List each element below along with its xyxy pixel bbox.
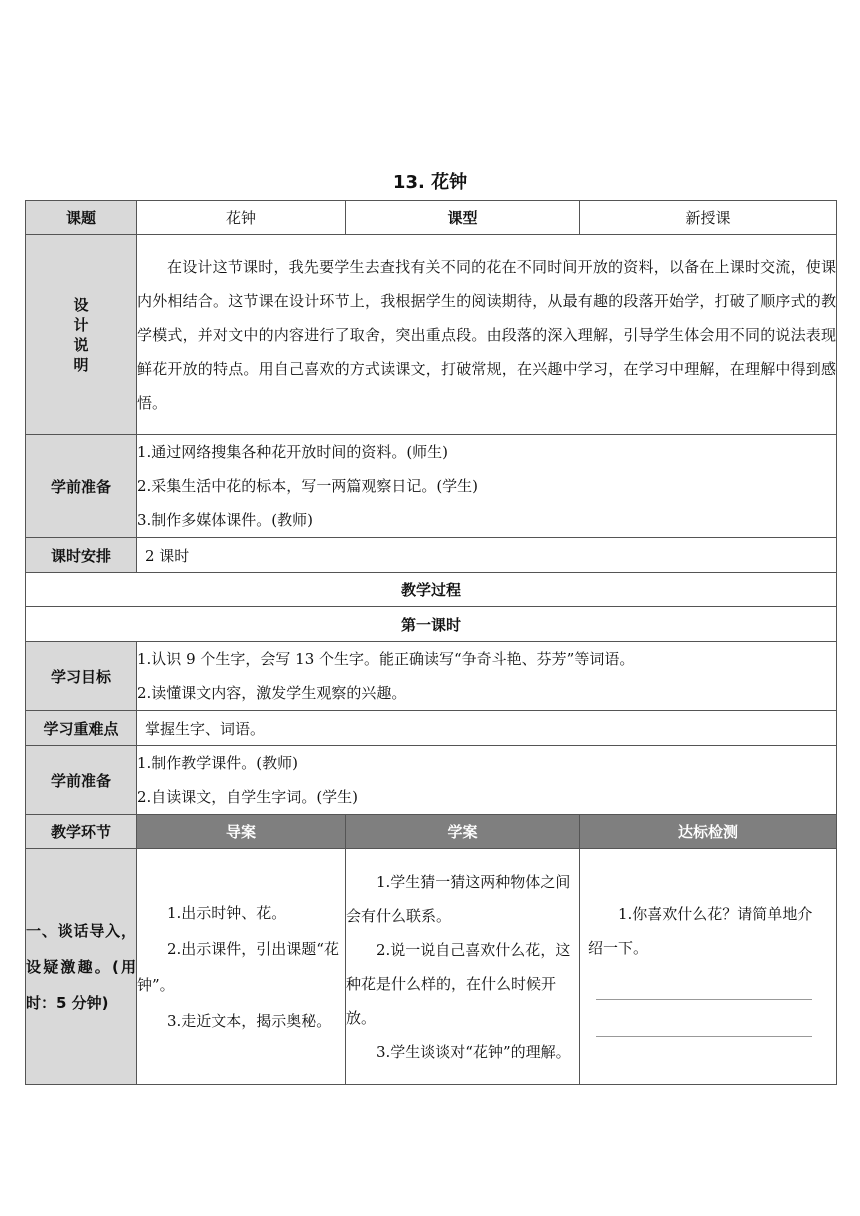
column-header-row <box>26 815 837 849</box>
topic-value: 花钟 <box>137 201 346 235</box>
list-item: 2.读懂课文内容，激发学生观察的兴趣。 <box>137 684 407 702</box>
focus-row <box>26 711 837 746</box>
guide-item: 2.出示课件，引出课题“花钟”。 <box>137 939 339 994</box>
page-title: 13. 花钟 <box>392 172 468 193</box>
column-guide: 导案 <box>137 815 346 849</box>
column-check: 达标检测 <box>580 815 837 849</box>
check-question: 1.你喜欢什么花？请简单地介绍一下。 <box>588 905 813 957</box>
process-heading-row <box>26 573 837 607</box>
list-item: 2.自读课文，自学生字词。(学生) <box>137 788 359 806</box>
list-item: 3.制作多媒体课件。(教师) <box>137 511 314 529</box>
goals-row <box>26 642 837 711</box>
step1-row <box>26 849 837 1085</box>
schedule-row <box>26 538 837 573</box>
type-label: 课型 <box>346 201 580 235</box>
guide-item: 1.出示时钟、花。 <box>167 903 287 922</box>
goals-label: 学习目标 <box>26 642 137 711</box>
prep2-label: 学前准备 <box>26 746 137 815</box>
step1-guide <box>137 849 346 1085</box>
step1-label: 一、谈话导入，设疑激趣。(用时：5 分钟) <box>26 849 137 1085</box>
prep1-row <box>26 435 837 538</box>
goals-list <box>137 642 837 711</box>
study-item: 2.说一说自己喜欢什么花，这种花是什么样的，在什么时候开放。 <box>346 940 571 1027</box>
schedule-value: 2 课时 <box>137 538 837 573</box>
guide-item: 3.走近文本，揭示奥秘。 <box>167 1011 332 1030</box>
type-value: 新授课 <box>580 201 837 235</box>
step1-check <box>580 849 837 1085</box>
design-row <box>26 235 837 435</box>
list-item: 2.采集生活中花的标本，写一两篇观察日记。(学生) <box>137 477 479 495</box>
column-study: 学案 <box>346 815 580 849</box>
lesson1-heading-row <box>26 607 837 642</box>
design-label: 设 计 说 明 <box>26 235 137 435</box>
prep1-list <box>137 435 837 538</box>
list-item: 1.通过网络搜集各种花开放时间的资料。(师生) <box>137 443 449 461</box>
lesson-plan-table <box>25 200 837 1085</box>
prep2-list <box>137 746 837 815</box>
prep2-row <box>26 746 837 815</box>
list-item: 1.制作教学课件。(教师) <box>137 754 299 772</box>
prep1-label: 学前准备 <box>26 435 137 538</box>
step1-study <box>346 849 580 1085</box>
topic-row <box>26 201 837 235</box>
study-item: 3.学生谈谈对“花钟”的理解。 <box>376 1042 571 1061</box>
column-step: 教学环节 <box>26 815 137 849</box>
focus-value: 掌握生字、词语。 <box>137 711 837 746</box>
list-item: 1.认识 9 个生字，会写 13 个生字。能正确读写“争奇斗艳、芬芳”等词语。 <box>137 650 635 668</box>
study-item: 1.学生猜一猜这两种物体之间会有什么联系。 <box>346 872 571 925</box>
design-text: 在设计这节课时，我先要学生去查找有关不同的花在不同时间开放的资料，以备在上课时交流，使课内外相结合。这节课在设计环节上，我根据学生的阅读期待，从最有趣的段落开始学，打破了顺序式的教学模式，并对文中的内容进行了取舍，突出重点段。由段落的深入理解，引导学生体会用不同的说法表现鲜花开放的特点。用自己喜欢的方式读课文，打破常规，在兴趣中学习，在学习中理解，在理解中得到感悟。 <box>137 235 837 435</box>
topic-label: 课题 <box>26 201 137 235</box>
schedule-label: 课时安排 <box>26 538 137 573</box>
process-heading: 教学过程 <box>26 573 837 607</box>
lesson1-heading: 第一课时 <box>26 607 837 642</box>
answer-line <box>596 1036 812 1037</box>
focus-label: 学习重难点 <box>26 711 137 746</box>
